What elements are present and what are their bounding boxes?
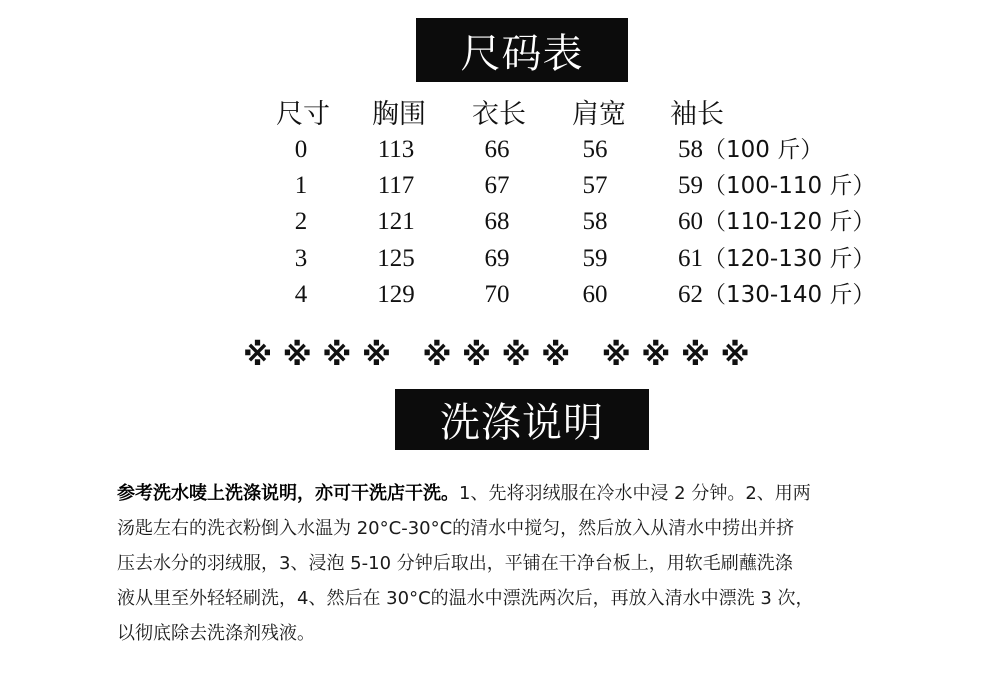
weight-range: （100-110 斤） — [703, 173, 876, 199]
header-size: 尺寸 — [276, 99, 330, 130]
cell-sleeve — [678, 277, 875, 313]
weight-range: （110-120 斤） — [703, 209, 876, 235]
cell-size: 0 — [294, 136, 308, 163]
cell-size: 4 — [294, 281, 308, 308]
cell-shoulder: 60 — [582, 281, 608, 308]
cell-sleeve — [678, 204, 875, 240]
cell-chest: 121 — [377, 208, 415, 235]
instruction-line: 液从里至外轻轻刷洗，4、然后在 30°C的温水中漂洗两次后，再放入清水中漂洗 3 次， — [117, 588, 814, 609]
cell-length: 68 — [484, 208, 510, 235]
header-shoulder: 肩宽 — [572, 99, 626, 130]
sleeve-value: 58 — [678, 136, 703, 163]
wash-instructions-text — [117, 476, 917, 651]
cell-sleeve — [678, 168, 875, 204]
instruction-line-text: 1、先将羽绒服在冷水中浸 2 分钟。2、用两 — [459, 483, 811, 504]
size-chart-title: 尺码表 — [416, 18, 628, 82]
cell-shoulder: 58 — [582, 208, 608, 235]
table-row — [0, 132, 1000, 168]
instruction-intro: 参考洗水唛上洗涤说明，亦可干洗店干洗。 — [117, 483, 459, 504]
instruction-line — [117, 476, 917, 511]
cell-length: 69 — [484, 245, 510, 272]
weight-range: （120-130 斤） — [703, 246, 876, 272]
header-length: 衣长 — [472, 99, 526, 130]
table-row — [0, 277, 1000, 313]
cell-chest: 117 — [377, 172, 415, 199]
instruction-line: 以彻底除去洗涤剂残液。 — [117, 623, 315, 644]
cell-shoulder: 57 — [582, 172, 608, 199]
cell-chest: 113 — [377, 136, 415, 163]
cell-length: 67 — [484, 172, 510, 199]
cell-sleeve — [678, 241, 875, 277]
header-chest: 胸围 — [372, 99, 426, 130]
cell-size: 1 — [294, 172, 308, 199]
cell-size: 2 — [294, 208, 308, 235]
cell-length: 70 — [484, 281, 510, 308]
table-row — [0, 204, 1000, 240]
header-sleeve: 袖长 — [670, 99, 724, 130]
weight-range: （130-140 斤） — [703, 282, 876, 308]
cell-chest: 129 — [377, 281, 415, 308]
sleeve-value: 59 — [678, 172, 703, 199]
instruction-line: 压去水分的羽绒服，3、浸泡 5-10 分钟后取出，平铺在干净台板上，用软毛刷蘸洗涤 — [117, 553, 793, 574]
table-row — [0, 241, 1000, 277]
sleeve-value: 61 — [678, 245, 703, 272]
cell-shoulder: 59 — [582, 245, 608, 272]
sleeve-value: 60 — [678, 208, 703, 235]
wash-instructions-title: 洗涤说明 — [395, 389, 649, 450]
cell-size: 3 — [294, 245, 308, 272]
cell-shoulder: 56 — [582, 136, 608, 163]
weight-range: （100 斤） — [703, 137, 824, 163]
cell-sleeve — [678, 132, 823, 168]
sleeve-value: 62 — [678, 281, 703, 308]
cell-chest: 125 — [377, 245, 415, 272]
instruction-line: 汤匙左右的洗衣粉倒入水温为 20°C-30°C的清水中搅匀，然后放入从清水中捞出并挤 — [117, 518, 795, 539]
reference-mark-divider: ※ ※ ※ ※ ※ ※ ※ ※ ※ ※ ※ ※ — [243, 338, 750, 373]
table-row — [0, 168, 1000, 204]
cell-length: 66 — [484, 136, 510, 163]
